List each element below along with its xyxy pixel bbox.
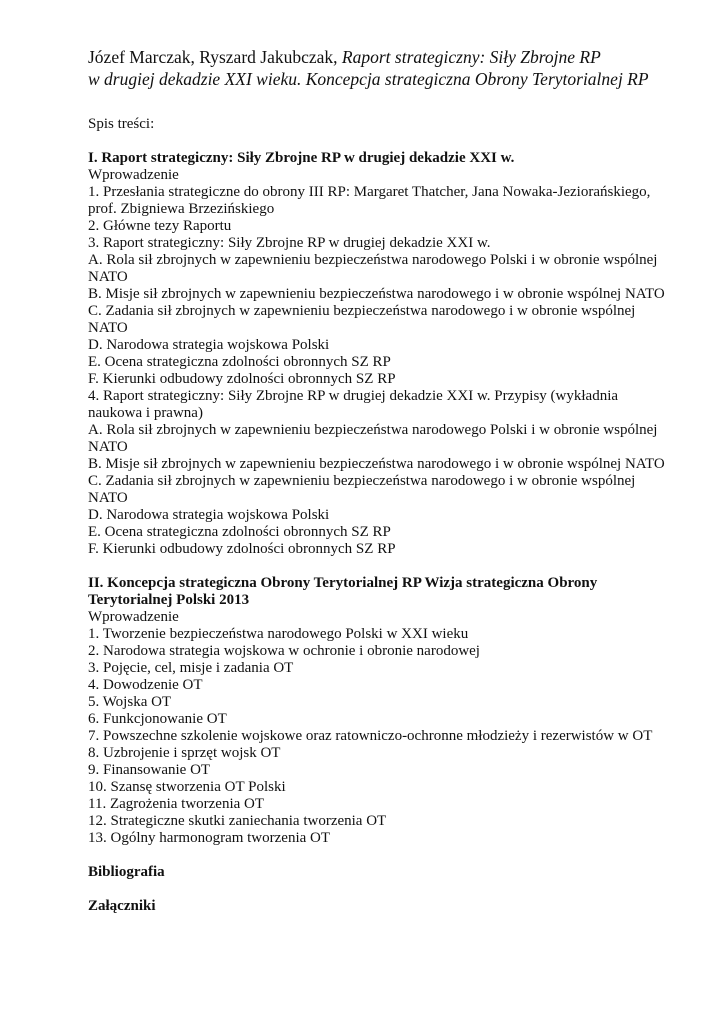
toc-entry: B. Misje sił zbrojnych w zapewnieniu bezpieczeństwa narodowego i w obronie wspólnej NATO — [88, 456, 665, 472]
toc-label: Spis treści: — [88, 116, 155, 132]
toc-entry: A. Rola sił zbrojnych w zapewnieniu bezpieczeństwa narodowego Polski i w obronie wspólnej NATO — [88, 252, 658, 285]
toc-entry: Wprowadzenie — [88, 167, 179, 183]
title-line-2: w drugiej dekadzie XXI wieku. Koncepcja strategiczna Obrony Terytorialnej RP — [88, 69, 649, 89]
toc-entry: F. Kierunki odbudowy zdolności obronnych SZ RP — [88, 371, 396, 387]
document-title — [88, 46, 665, 90]
section-2-list — [88, 609, 665, 847]
toc-entry: 3. Pojęcie, cel, misje i zadania OT — [88, 660, 294, 676]
section-1-list — [88, 167, 665, 558]
toc-entry: 2. Narodowa strategia wojskowa w ochronie i obronie narodowej — [88, 643, 480, 659]
section-1-heading: I. Raport strategiczny: Siły Zbrojne RP w drugiej dekadzie XXI w. — [88, 150, 515, 166]
toc-entry: 10. Szansę stworzenia OT Polski — [88, 779, 286, 795]
title-authors: Józef Marczak, Ryszard Jakubczak, — [88, 47, 342, 67]
toc-entry: 1. Przesłania strategiczne do obrony III RP: Margaret Thatcher, Jana Nowaka-Jeziorańskiego, prof. Zbigniewa Brzezińskiego — [88, 184, 651, 217]
appendices-heading: Załączniki — [88, 898, 156, 914]
toc-entry: E. Ocena strategiczna zdolności obronnych SZ RP — [88, 524, 391, 540]
toc-entry: E. Ocena strategiczna zdolności obronnych SZ RP — [88, 354, 391, 370]
toc-entry: B. Misje sił zbrojnych w zapewnieniu bezpieczeństwa narodowego i w obronie wspólnej NATO — [88, 286, 665, 302]
toc-entry: 9. Finansowanie OT — [88, 762, 211, 778]
toc-entry: D. Narodowa strategia wojskowa Polski — [88, 507, 330, 523]
toc-entry: F. Kierunki odbudowy zdolności obronnych SZ RP — [88, 541, 396, 557]
toc-entry: 8. Uzbrojenie i sprzęt wojsk OT — [88, 745, 281, 761]
toc-entry: Wprowadzenie — [88, 609, 179, 625]
toc-entry: D. Narodowa strategia wojskowa Polski — [88, 337, 330, 353]
toc-entry: 3. Raport strategiczny: Siły Zbrojne RP w drugiej dekadzie XXI w. — [88, 235, 491, 251]
toc-entry: C. Zadania sił zbrojnych w zapewnieniu bezpieczeństwa narodowego i w obronie wspólnej NATO — [88, 473, 636, 506]
toc-entry: 7. Powszechne szkolenie wojskowe oraz ratowniczo-ochronne młodzieży i rezerwistów w OT — [88, 728, 653, 744]
section-2-heading: II. Koncepcja strategiczna Obrony Terytorialnej RP Wizja strategiczna Obrony Terytorialnej Polski 2013 — [88, 575, 598, 608]
toc-entry: 4. Raport strategiczny: Siły Zbrojne RP w drugiej dekadzie XXI w. Przypisy (wykładnia naukowa i prawna) — [88, 388, 619, 421]
toc-entry: 5. Wojska OT — [88, 694, 172, 710]
toc-entry: C. Zadania sił zbrojnych w zapewnieniu bezpieczeństwa narodowego i w obronie wspólnej NATO — [88, 303, 636, 336]
toc-entry: 6. Funkcjonowanie OT — [88, 711, 227, 727]
toc-entry: 12. Strategiczne skutki zaniechania tworzenia OT — [88, 813, 387, 829]
title-line-1: Raport strategiczny: Siły Zbrojne RP — [341, 47, 601, 67]
toc-entry: 1. Tworzenie bezpieczeństwa narodowego Polski w XXI wieku — [88, 626, 469, 642]
bibliography-heading: Bibliografia — [88, 864, 165, 880]
toc-entry: 2. Główne tezy Raportu — [88, 218, 232, 234]
toc-entry: 13. Ogólny harmonogram tworzenia OT — [88, 830, 331, 846]
toc-entry: 11. Zagrożenia tworzenia OT — [88, 796, 265, 812]
toc-entry: A. Rola sił zbrojnych w zapewnieniu bezpieczeństwa narodowego Polski i w obronie wspólnej NATO — [88, 422, 658, 455]
toc-entry: 4. Dowodzenie OT — [88, 677, 203, 693]
